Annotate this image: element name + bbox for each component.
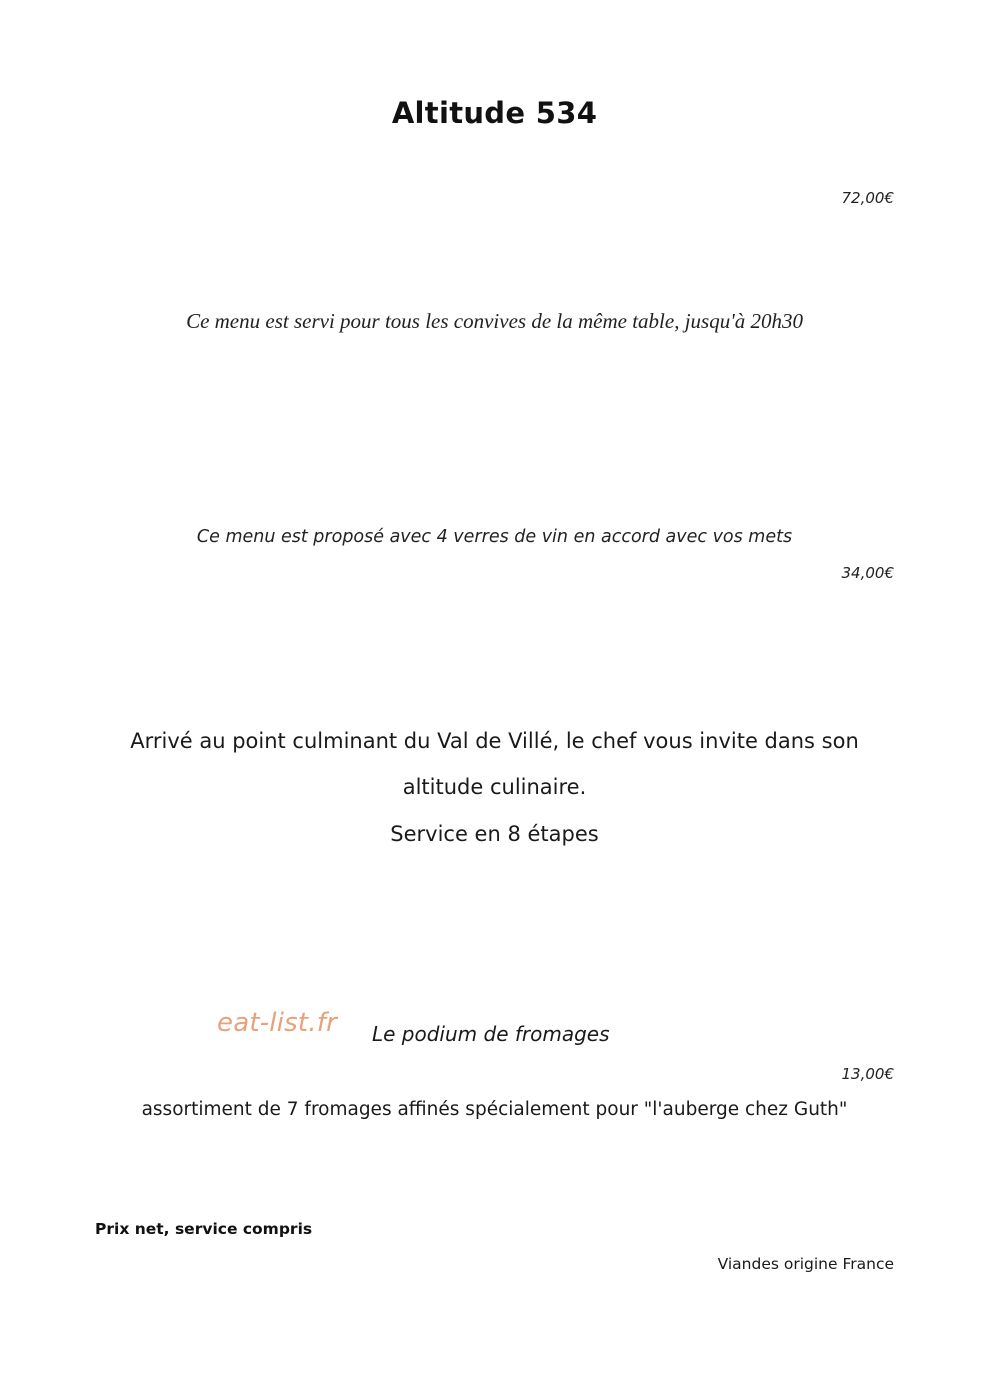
cheese-title: Le podium de fromages [372, 1022, 610, 1046]
menu-description-line-3: Service en 8 étapes [390, 822, 599, 846]
wine-pairing-note: Ce menu est proposé avec 4 verres de vin en accord avec vos mets [196, 527, 793, 547]
watermark: eat-list.fr [217, 1008, 337, 1038]
price-note: Prix net, service compris [95, 1220, 313, 1238]
meat-origin-note: Viandes origine France [717, 1255, 894, 1273]
cheese-price: 13,00€ [841, 1065, 894, 1083]
wine-pairing-price: 34,00€ [841, 564, 894, 582]
table-service-note: Ce menu est servi pour tous les convives de la même table, jusqu'à 20h30 [186, 309, 803, 333]
menu-title: Altitude 534 [391, 96, 598, 130]
cheese-description: assortiment de 7 fromages affinés spécialement pour "l'auberge chez Guth" [141, 1099, 848, 1120]
menu-description-line-1: Arrivé au point culminant du Val de Villé, le chef vous invite dans son [130, 729, 859, 753]
menu-price: 72,00€ [841, 189, 894, 207]
menu-description-line-2: altitude culinaire. [402, 775, 587, 799]
